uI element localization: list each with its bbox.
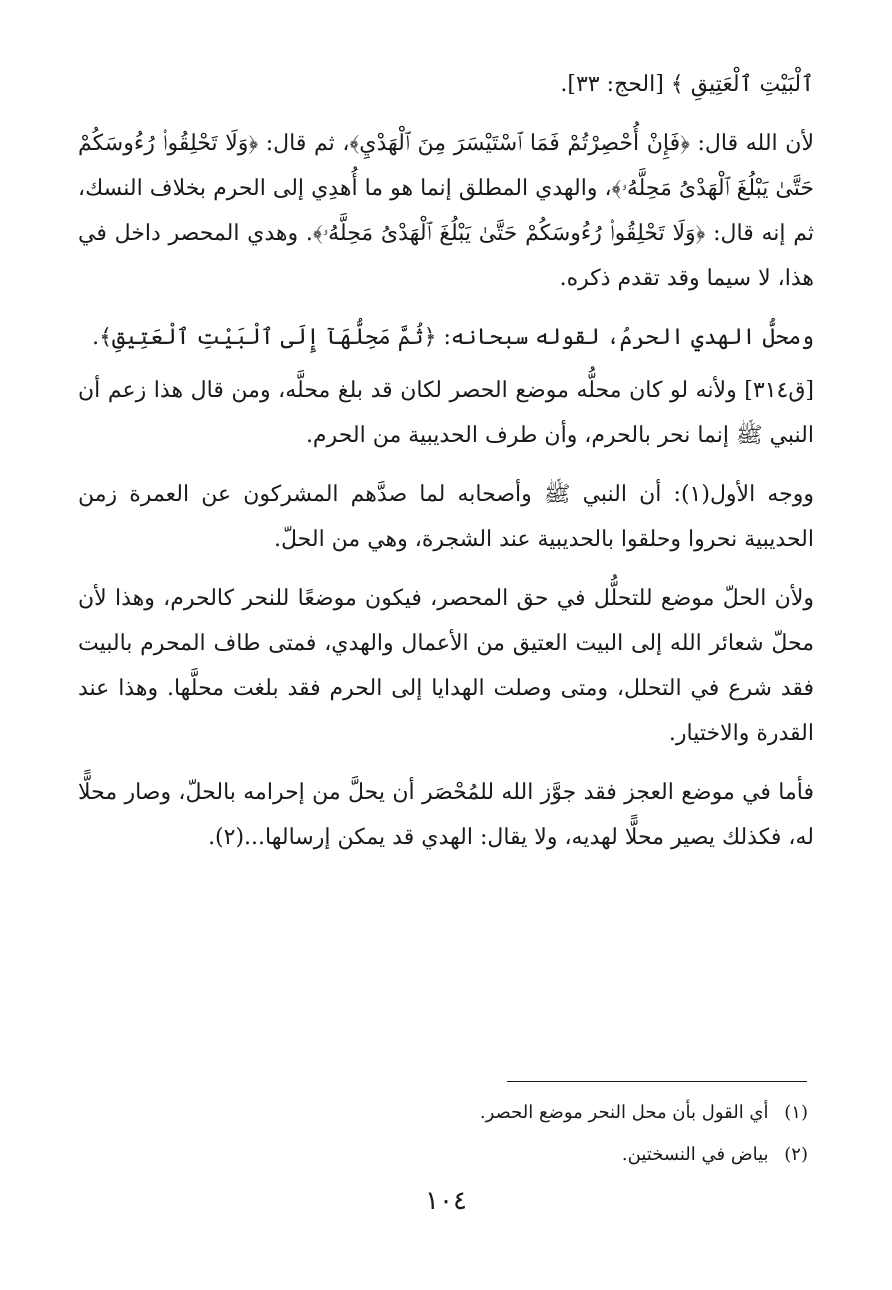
footnote-text: أي القول بأن محل النحر موضع الحصر. [479, 1102, 769, 1123]
paragraph-1: ٱلْبَيْتِ ٱلْعَتِيقِ ﴾ [الحج: ٣٣]. [560, 72, 814, 97]
paragraph-5: ووجه الأول(١): أن النبي ﷺ وأصحابه لما صدَّهم المشركون عن العمرة زمن الحديبية نحروا وحلقوا بالحديبية عند الشجرة، وهي من الحلّ. [78, 482, 814, 552]
footnote-text: بياض في النسختين. [621, 1144, 769, 1165]
paragraph-3: ومحلُّ الهدي الحرمُ، لقوله سبحانه: ﴿ثُمَّ مَحِلُّهَآ إِلَى ٱلْبَيْتِ ٱلْعَتِيقِ﴾. [92, 325, 814, 350]
paragraph-2: لأن الله قال: ﴿فَإِنْ أُحْصِرْتُمْ فَمَا ٱسْتَيْسَرَ مِنَ ٱلْهَدْيِ﴾، ثم قال: ﴿وَلَا تَحْلِقُوا۟ رُءُوسَكُمْ حَتَّىٰ يَبْلُغَ ٱلْهَدْىُ مَحِلَّهُۥ﴾، والهدي المطلق إنما هو ما أُهدِي إلى الحرم بخلاف النسك، ثم إنه قال: ﴿وَلَا تَحْلِقُوا۟ رُءُوسَكُمْ حَتَّىٰ يَبْلُغَ ٱلْهَدْىُ مَحِلَّهُۥ﴾. وهدي المحصر داخل في هذا، لا سيما وقد تقدم ذكره. [78, 131, 814, 291]
footnote-separator [507, 1081, 807, 1082]
paragraph-4: [ق٣١٤] ولأنه لو كان محلُّه موضع الحصر لكان قد بلغ محلَّه، ومن قال هذا زعم أن النبي ﷺ إنما نحر بالحرم، وأن طرف الحديبية من الحرم. [78, 378, 814, 448]
footnote-number: (١) [784, 1102, 808, 1123]
paragraph-7: فأما في موضع العجز فقد جوَّز الله للمُحْصَر أن يحلَّ من إحرامه بالحلّ، وصار محلًّا له، فكذلك يصير محلًّا لهديه، ولا يقال: الهدي قد يمكن إرسالها...(٢). [78, 780, 814, 850]
footnote-1 [78, 1092, 808, 1134]
page-number: ١٠٤ [425, 1186, 467, 1216]
footnote-number: (٢) [784, 1144, 808, 1165]
footnote-2 [78, 1134, 808, 1176]
paragraph-6: ولأن الحلّ موضع للتحلُّل في حق المحصر، فيكون موضعًا للنحر كالحرم، وهذا لأن محلّ شعائر الله إلى البيت العتيق من الأعمال والهدي، فمتى طاف المحرم بالبيت فقد شرع في التحلل، ومتى وصلت الهدايا إلى الحرم فقد بلغت محلَّها. وهذا عند القدرة والاختيار. [78, 586, 814, 746]
main-text [78, 62, 814, 860]
footnotes [78, 1092, 808, 1176]
